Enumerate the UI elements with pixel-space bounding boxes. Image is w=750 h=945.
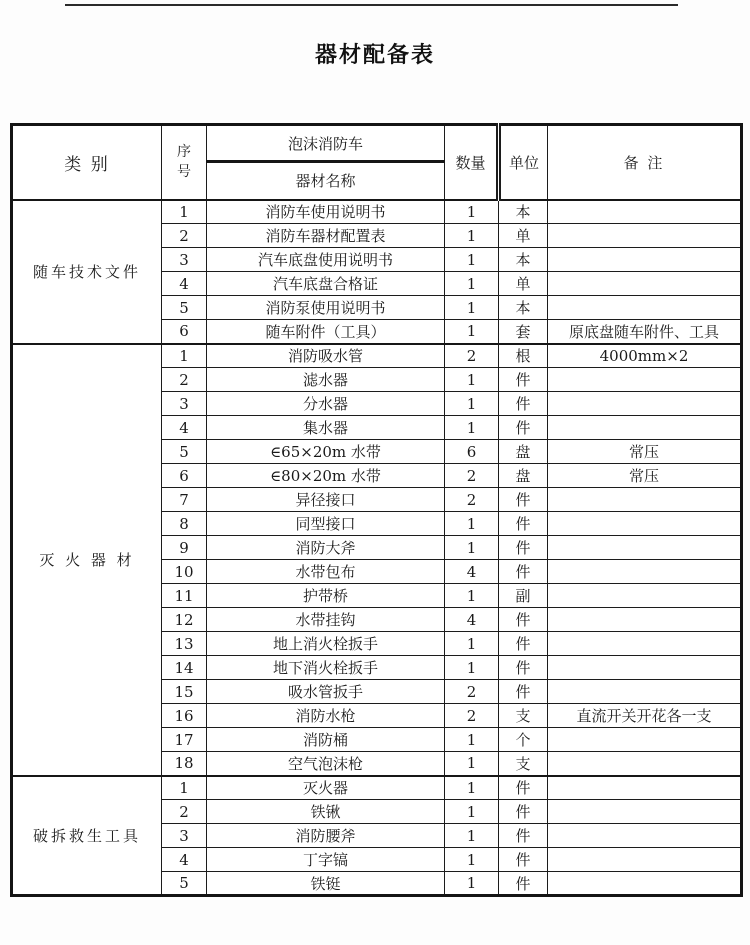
unit-cell: 件	[499, 776, 548, 800]
item-name-cell: 汽车底盘使用说明书	[207, 248, 445, 272]
serial-cell: 3	[162, 392, 207, 416]
serial-cell: 12	[162, 608, 207, 632]
unit-cell: 本	[499, 296, 548, 320]
item-name-cell: 吸水管扳手	[207, 680, 445, 704]
item-name-cell: 滤水器	[207, 368, 445, 392]
equipment-table	[10, 123, 743, 897]
unit-cell: 本	[499, 248, 548, 272]
serial-cell: 2	[162, 224, 207, 248]
unit-cell: 件	[499, 536, 548, 560]
quantity-cell: 1	[445, 248, 499, 272]
item-name-cell: 集水器	[207, 416, 445, 440]
remark-cell	[548, 368, 742, 392]
quantity-cell: 1	[445, 824, 499, 848]
item-name-cell: 消防车器材配置表	[207, 224, 445, 248]
unit-cell: 套	[499, 320, 548, 344]
serial-cell: 11	[162, 584, 207, 608]
remark-cell	[548, 296, 742, 320]
quantity-cell: 1	[445, 536, 499, 560]
remark-cell: 常压	[548, 440, 742, 464]
serial-cell: 3	[162, 824, 207, 848]
item-name-cell: 水带挂钩	[207, 608, 445, 632]
remark-cell	[548, 848, 742, 872]
quantity-cell: 1	[445, 272, 499, 296]
unit-cell: 副	[499, 584, 548, 608]
item-name-cell: 地下消火栓扳手	[207, 656, 445, 680]
unit-cell: 盘	[499, 440, 548, 464]
item-name-cell: 消防桶	[207, 728, 445, 752]
unit-cell: 单	[499, 272, 548, 296]
quantity-cell: 2	[445, 464, 499, 488]
item-name-cell: 灭火器	[207, 776, 445, 800]
serial-cell: 6	[162, 464, 207, 488]
remark-cell	[548, 416, 742, 440]
item-name-cell: 消防大斧	[207, 536, 445, 560]
remark-cell	[548, 632, 742, 656]
serial-cell: 1	[162, 776, 207, 800]
serial-cell: 8	[162, 512, 207, 536]
header-category: 类 别	[12, 125, 162, 200]
quantity-cell: 1	[445, 320, 499, 344]
remark-cell	[548, 536, 742, 560]
item-name-cell: 水带包布	[207, 560, 445, 584]
serial-cell: 3	[162, 248, 207, 272]
serial-cell: 4	[162, 848, 207, 872]
top-horizontal-rule	[65, 4, 678, 6]
header-serial-number	[162, 125, 207, 200]
remark-cell	[548, 872, 742, 896]
item-name-cell: 护带桥	[207, 584, 445, 608]
item-name-cell: 消防水枪	[207, 704, 445, 728]
remark-cell	[548, 248, 742, 272]
serial-cell: 16	[162, 704, 207, 728]
remark-cell	[548, 680, 742, 704]
unit-cell: 件	[499, 608, 548, 632]
table-row	[12, 200, 742, 224]
item-name-cell: 随车附件（工具）	[207, 320, 445, 344]
quantity-cell: 1	[445, 872, 499, 896]
remark-cell	[548, 776, 742, 800]
item-name-cell: 空气泡沫枪	[207, 752, 445, 776]
quantity-cell: 1	[445, 632, 499, 656]
quantity-cell: 1	[445, 800, 499, 824]
unit-cell: 单	[499, 224, 548, 248]
quantity-cell: 2	[445, 680, 499, 704]
header-unit: 单位	[499, 125, 548, 200]
quantity-cell: 1	[445, 728, 499, 752]
item-name-cell: 铁锹	[207, 800, 445, 824]
unit-cell: 件	[499, 560, 548, 584]
serial-cell: 17	[162, 728, 207, 752]
quantity-cell: 2	[445, 344, 499, 368]
serial-cell: 5	[162, 296, 207, 320]
unit-cell: 个	[499, 728, 548, 752]
quantity-cell: 1	[445, 512, 499, 536]
serial-cell: 9	[162, 536, 207, 560]
serial-cell: 13	[162, 632, 207, 656]
unit-cell: 件	[499, 656, 548, 680]
item-name-cell: 铁铤	[207, 872, 445, 896]
quantity-cell: 1	[445, 584, 499, 608]
serial-cell: 2	[162, 368, 207, 392]
remark-cell: 常压	[548, 464, 742, 488]
serial-cell: 6	[162, 320, 207, 344]
quantity-cell: 1	[445, 296, 499, 320]
item-name-cell: 消防吸水管	[207, 344, 445, 368]
remark-cell	[548, 584, 742, 608]
quantity-cell: 4	[445, 560, 499, 584]
remark-cell	[548, 824, 742, 848]
remark-cell	[548, 728, 742, 752]
serial-cell: 1	[162, 200, 207, 224]
quantity-cell: 1	[445, 416, 499, 440]
item-name-cell: ∈80×20m 水带	[207, 464, 445, 488]
item-name-cell: 分水器	[207, 392, 445, 416]
remark-cell	[548, 392, 742, 416]
item-name-cell: 丁字镐	[207, 848, 445, 872]
header-serial-bottom: 号	[177, 164, 191, 181]
header-equipment-name: 器材名称	[207, 162, 445, 200]
remark-cell	[548, 608, 742, 632]
unit-cell: 件	[499, 368, 548, 392]
remark-cell	[548, 512, 742, 536]
unit-cell: 件	[499, 848, 548, 872]
serial-cell: 14	[162, 656, 207, 680]
quantity-cell: 6	[445, 440, 499, 464]
serial-cell: 5	[162, 440, 207, 464]
table-body	[12, 200, 742, 896]
quantity-cell: 1	[445, 656, 499, 680]
unit-cell: 件	[499, 872, 548, 896]
quantity-cell: 1	[445, 200, 499, 224]
category-cell: 随车技术文件	[12, 200, 162, 344]
serial-cell: 5	[162, 872, 207, 896]
category-cell: 灭 火 器 材	[12, 344, 162, 776]
unit-cell: 支	[499, 752, 548, 776]
header-serial-top: 序	[177, 143, 191, 160]
serial-cell: 18	[162, 752, 207, 776]
serial-cell: 1	[162, 344, 207, 368]
quantity-cell: 1	[445, 752, 499, 776]
unit-cell: 支	[499, 704, 548, 728]
category-cell: 破拆救生工具	[12, 776, 162, 896]
item-name-cell: 消防泵使用说明书	[207, 296, 445, 320]
page-title: 器材配备表	[314, 42, 435, 67]
unit-cell: 根	[499, 344, 548, 368]
item-name-cell: 消防腰斧	[207, 824, 445, 848]
unit-cell: 本	[499, 200, 548, 224]
item-name-cell: 汽车底盘合格证	[207, 272, 445, 296]
remark-cell	[548, 272, 742, 296]
unit-cell: 件	[499, 488, 548, 512]
item-name-cell: ∈65×20m 水带	[207, 440, 445, 464]
remark-cell	[548, 224, 742, 248]
unit-cell: 件	[499, 824, 548, 848]
item-name-cell: 同型接口	[207, 512, 445, 536]
unit-cell: 件	[499, 680, 548, 704]
table-header	[12, 125, 742, 200]
quantity-cell: 4	[445, 608, 499, 632]
item-name-cell: 地上消火栓扳手	[207, 632, 445, 656]
header-vehicle-type: 泡沫消防车	[207, 125, 445, 162]
quantity-cell: 1	[445, 848, 499, 872]
table-row	[12, 776, 742, 800]
unit-cell: 件	[499, 512, 548, 536]
unit-cell: 件	[499, 800, 548, 824]
serial-cell: 10	[162, 560, 207, 584]
quantity-cell: 2	[445, 488, 499, 512]
serial-cell: 7	[162, 488, 207, 512]
remark-cell: 直流开关开花各一支	[548, 704, 742, 728]
serial-cell: 2	[162, 800, 207, 824]
quantity-cell: 2	[445, 704, 499, 728]
remark-cell	[548, 656, 742, 680]
serial-cell: 4	[162, 416, 207, 440]
unit-cell: 盘	[499, 464, 548, 488]
table-row	[12, 344, 742, 368]
remark-cell	[548, 800, 742, 824]
remark-cell	[548, 200, 742, 224]
remark-cell	[548, 752, 742, 776]
header-row-top	[12, 125, 742, 162]
item-name-cell: 异径接口	[207, 488, 445, 512]
remark-cell	[548, 560, 742, 584]
serial-cell: 4	[162, 272, 207, 296]
header-quantity: 数量	[445, 125, 499, 200]
remark-cell	[548, 488, 742, 512]
unit-cell: 件	[499, 632, 548, 656]
quantity-cell: 1	[445, 392, 499, 416]
unit-cell: 件	[499, 416, 548, 440]
remark-cell: 原底盘随车附件、工具	[548, 320, 742, 344]
quantity-cell: 1	[445, 776, 499, 800]
header-remarks: 备 注	[548, 125, 742, 200]
quantity-cell: 1	[445, 368, 499, 392]
remark-cell: 4000mm×2	[548, 344, 742, 368]
item-name-cell: 消防车使用说明书	[207, 200, 445, 224]
unit-cell: 件	[499, 392, 548, 416]
serial-cell: 15	[162, 680, 207, 704]
quantity-cell: 1	[445, 224, 499, 248]
